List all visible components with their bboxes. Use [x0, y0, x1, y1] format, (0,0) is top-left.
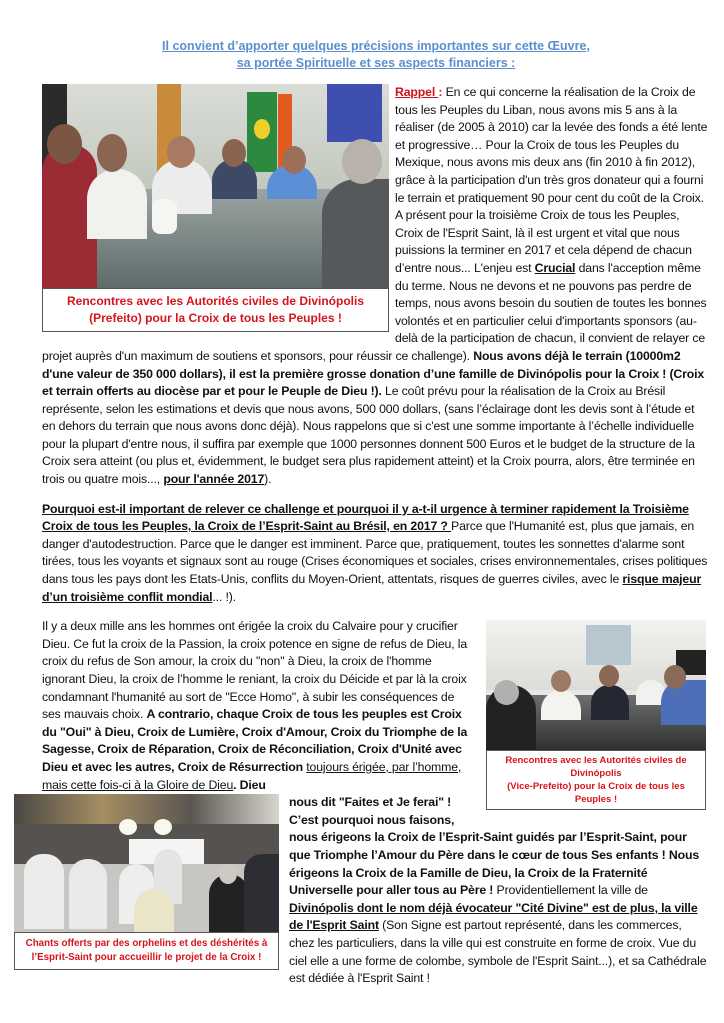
urgency-question: Pourquoi est-il important de relever ce challenge et pourquoi il y a-t-il urgence à terminer rapidement la Troisième Croix de tous les Peuples, la Croix de l’Esprit-Saint au Brésil, en 2017 ?	[42, 501, 689, 534]
urgency-text: Parce que l'Humanité est, plus que jamais, en danger d'autodestruction. Parce que le danger est imminent. Parce que, pratiquement, toutes les sonnettes d'alarme sont tirées, tous les voyants et signaux sont au rouge (Crises économiques et sociales, crises environnementales, crises politiques dans tous les pays dont les Etats-Unis, conflits du Moyen-Orient, attentats, risques de guerres civiles, avec le	[42, 519, 708, 587]
divinopolis-city-text: Divinópolis dont le nom déjà évocateur "Cité Divine" est de plus, la ville de l'Esprit Saint	[289, 900, 698, 933]
cross-of-yes-text: A contrario, chaque Croix de tous les peuples est Croix du "Oui" à Dieu, Croix de Lumière, Croix d'Amour, Croix du Triomphe de la Sagesse, Croix de Réparation, Croix de Réconciliation, Croix d'Unité avec Dieu et avec les autres, Croix de Résurrection	[42, 707, 468, 774]
rappel-label: Rappel	[395, 85, 439, 99]
urgency-end: ... !).	[212, 589, 236, 604]
caption-line-2: l’Esprit-Saint pour accueillir le projet de la Croix !	[31, 952, 262, 964]
title-line-1: Il convient d’apporter quelques précisions importantes sur cette Œuvre,	[162, 39, 590, 53]
figure-prefeito	[42, 84, 389, 332]
caption-line-2: (Vice-Prefeito) pour la Croix de tous les Peuples !	[507, 781, 685, 806]
rappel-text-2: dans l'acception même du terme. Nous ne devons et ne pouvons pas perdre de temps, nous avons besoin du soutien de toutes les bonnes volontés et en particulier celui d'importants	[395, 260, 707, 328]
paragraph-urgency	[42, 501, 710, 607]
photo-caption-prefeito	[42, 288, 389, 332]
figure-vice-prefeito	[486, 620, 706, 810]
chants-photo	[14, 794, 279, 932]
major-risk: risque majeur d’un troisième conflit mondial	[42, 572, 702, 604]
financing-text-1: sponsors (au-delà de la participation de chacun, il convient de relayer ce projet auprès d'un maximum de soutiens et sponsors, pour réussir ce challenge).	[42, 313, 706, 363]
meeting-photo-prefeito	[42, 84, 389, 288]
target-year: pour l'année 2017	[163, 472, 265, 487]
photo-caption-chants	[14, 932, 279, 970]
caption-line-1: Rencontres avec les Autorités civiles de Divinópolis	[505, 755, 687, 780]
rappel-text: En ce qui concerne la réalisation de la Croix de tous les Peuples du Liban, nous avons mis 5 ans à la réaliser (de 2005 à 2010) car la levée des fonds a été lente et progressive… Pour la Croix de tous les Peuples du Mexique, nous avons mis deux ans (fin 2010 à fin 2012), grâce à la participation d'un très gros donateur qui a fourni le terrain et pratiquement 90 pour cent du coût de la Croix. A présent pour la troisième Croix de tous les Peuples, Croix de l'Esprit Saint, là il est urgent et vital que nous puissions la terminer en 2017 et cela dépend de chacun d’entre nous... L'enjeu est	[395, 85, 708, 275]
do-and-i-will-do-text: nous dit "Faites et Je ferai" ! C’est pourquoi nous faisons, nous érigeons la Croix de l’Esprit-Saint guidés par l’Esprit-Saint, pour que Triomphe l’Amour du Père dans le cœur de tous Ses enfants ! Nous érigeons la Croix de la Famille de Dieu, la Croix de la Fraternité Universelle pour aller tous au Père !	[289, 795, 700, 898]
calvary-text: Il y a deux mille ans les hommes ont érigée la croix du Calvaire pour y crucifier Dieu. Ce fut la croix de la Passion, la croix potence en signe de refus de Dieu, la croix du refus de Son amour, la croix du "non" à Dieu, la croix de l'homme ignorant Dieu, la croix de l’homme le reniant, la croix du Déicide et par là la croix condamnant l'humanité au sort de "Ecce Homo", à subir les conséquences de ses mauvais choix.	[42, 619, 468, 722]
providentially-text: Providentiellement la ville de	[493, 883, 648, 898]
page-title	[42, 38, 710, 72]
land-donation-text: Nous avons déjà le terrain (10000m2 d'une valeur de 350 000 dollars), il est la première grosse donation d’une famille de Divinópolis pour la Croix ! (Croix et terrain offerts au diocèse par et pour le Peuple de Dieu !).	[42, 348, 705, 399]
photo-caption-vice-prefeito	[486, 750, 706, 810]
caption-line-1: Chants offerts par des orphelins et des déshérités à	[25, 938, 268, 950]
holy-spirit-sign-text: (Son Signe est partout représenté, dans les commerces, chez les particuliers, dans la ville qui est construite en forme de croix. Vue du ciel elle a une forme de colombe, symbole de l'Esprit Saint...), et sa Cathédrale est dédiée à l'Esprit Saint !	[289, 918, 707, 986]
caption-line-1: Rencontres avec les Autorités civiles de Divinópolis	[67, 294, 364, 308]
financing-text-2: Le coût prévu pour la réalisation de la Croix au Brésil représente, selon les estimations et devis que nous avons, 500 000 dollars, (sans l’éclairage dont les devis sont à l’étude et en dehors du terrain que nous avons donc déjà). Nous rappelons que si c'est une somme importante à l’échelle individuelle pour la plupart d'entre nous, il suffira par exemple que 1000 personnes donnent 500 Euros et le budget de la structure de la Croix sera atteint (ou plus et, évidemment, le budget sera plus rapidement atteint) et la Croix pourra, alors, être terminée en trois ou quatre mois...,	[42, 384, 695, 487]
title-line-2: sa portée Spirituelle et ses aspects financiers :	[236, 56, 516, 70]
financing-end: ).	[264, 472, 272, 487]
caption-line-2: (Prefeito) pour la Croix de tous les Peuples !	[89, 311, 342, 325]
god-word: . Dieu	[233, 777, 266, 792]
crucial-word: Crucial	[534, 260, 576, 275]
figure-chants	[14, 794, 279, 970]
rappel-colon: :	[438, 85, 446, 99]
glory-of-god-text: toujours érigée, par l’homme, mais cette fois-ci à la Gloire de Dieu	[42, 759, 462, 792]
meeting-photo-vice-prefeito	[486, 620, 706, 750]
